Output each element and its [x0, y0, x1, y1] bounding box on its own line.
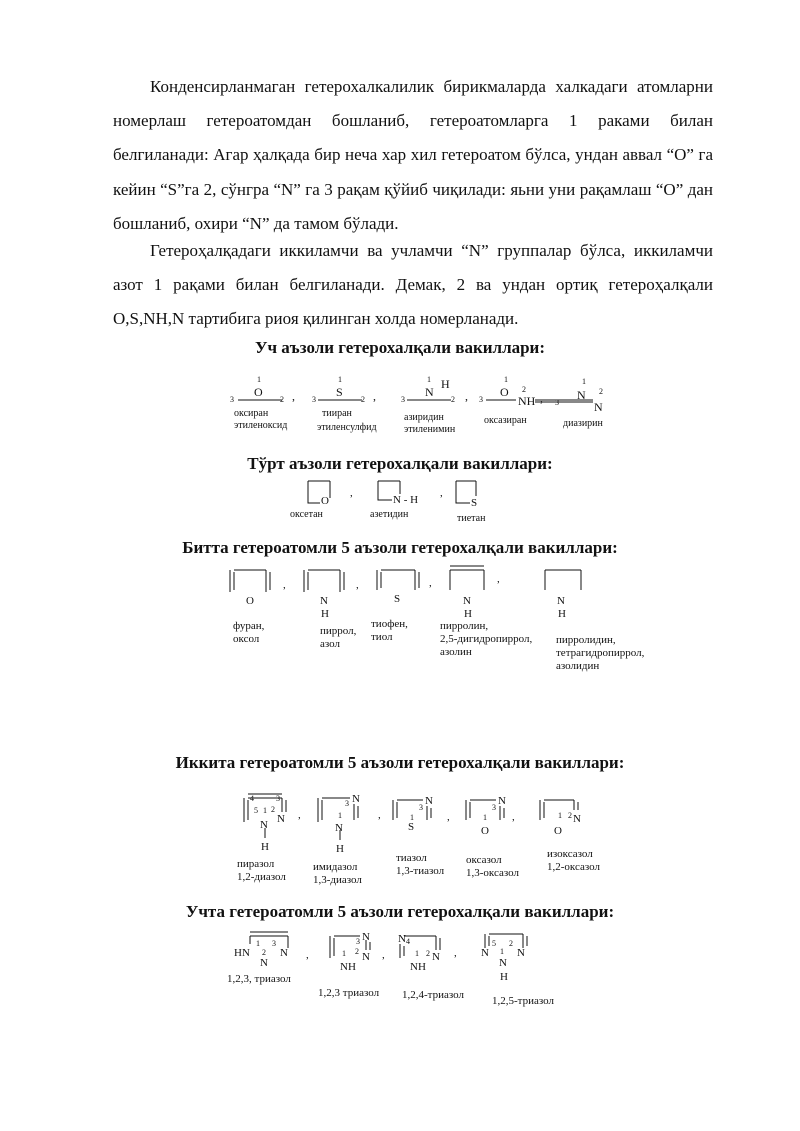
ring-number: 1 — [338, 375, 342, 384]
ring-number: 1 — [558, 811, 562, 820]
atom-h: H — [558, 608, 566, 620]
atom-n: N — [498, 795, 506, 807]
separator-comma: , — [512, 811, 515, 823]
ring-number: 2 — [509, 939, 513, 948]
atom-o: O — [500, 385, 509, 399]
ring-number: 2 — [451, 395, 455, 404]
ring-number: 4 — [406, 937, 410, 946]
atom-n: N — [499, 957, 507, 969]
heading-three-membered: Уч аъзоли гетерохалқали вакиллари: — [254, 338, 546, 357]
atom-o: O — [554, 825, 562, 837]
separator-comma: , — [373, 389, 376, 403]
five-membered-two-heteroatom-structures — [0, 788, 800, 858]
three-membered-structures — [0, 370, 800, 420]
atom-s: S — [336, 385, 343, 399]
compound-name: тиетан — [457, 513, 486, 524]
compound-name: оксазиран — [484, 415, 527, 426]
compound-name: оксиран этиленоксид — [234, 408, 288, 431]
atom-s: S — [394, 593, 401, 605]
atom-n: N — [594, 400, 603, 414]
compound-name: азетидин — [370, 509, 409, 520]
ring-number: 2 — [361, 395, 365, 404]
five-membered-one-heteroatom-structures — [0, 560, 800, 620]
atom-n: N — [280, 947, 288, 959]
atom-n: N — [260, 957, 268, 969]
separator-comma: , — [540, 391, 543, 405]
atom-n: N — [260, 819, 268, 831]
five-membered-three-heteroatom-structures — [0, 926, 800, 986]
atom-n: N — [432, 951, 440, 963]
intro-paragraph-1: Конденсирланмаган гетерохалкалилик бирикмаларда халкадаги атомларни номерлаш гетероатомдан бошланиб, гетероатомларга 1 раками билан белгиланади: Агар ҳалқада бир неча хар хил гетероатом бўлса, ундан аввал “О” га кейин “S”га 2, сўнгра “N” га 3 рақам қўйиб чиқилади: яьни уни рақамлаш “О” дан бошланиб, охири “N” да тамом бўлади. — [113, 77, 713, 233]
atom-o: O — [254, 385, 263, 399]
atom-s: S — [471, 497, 478, 509]
ring-number: 3 — [276, 794, 280, 803]
ring-number: 2 — [262, 948, 266, 957]
atom-nh: NH — [518, 394, 536, 408]
ring-number: 1 — [483, 813, 487, 822]
atom-n: N — [277, 813, 285, 825]
compound-name: изоксазол 1,2-оксазол — [547, 848, 601, 873]
ring-number: 2 — [599, 387, 603, 396]
ring-number: 3 — [492, 803, 496, 812]
ring-number: 3 — [356, 937, 360, 946]
ring-number: 1 — [410, 813, 414, 822]
heading-five-three-heteroatoms: Учта гетероатомли 5 аъзоли гетерохалқали вакиллари: — [185, 902, 615, 921]
atom-n: N — [425, 795, 433, 807]
separator-comma: , — [378, 809, 381, 821]
ring-number: 3 — [272, 939, 276, 948]
separator-comma: , — [429, 577, 432, 589]
atom-h: H — [336, 843, 344, 855]
ring-number: 3 — [345, 799, 349, 808]
atom-n: N — [362, 931, 370, 943]
compound-name: пиразол 1,2-диазол — [237, 858, 286, 883]
compound-name: пиррол, азол — [320, 625, 357, 650]
ring-number: 4 — [250, 794, 254, 803]
atom-n: N — [320, 595, 328, 607]
separator-comma: , — [356, 579, 359, 591]
compound-name: тиофен, тиол — [371, 618, 408, 643]
heading-five-two-heteroatoms: Иккита гетероатомли 5 аъзоли гетерохалқали вакиллари: — [175, 753, 625, 772]
separator-comma: , — [292, 389, 295, 403]
atom-n: N — [577, 388, 586, 402]
separator-comma: , — [350, 487, 353, 499]
separator-comma: , — [447, 811, 450, 823]
ring-number: 2 — [426, 949, 430, 958]
separator-comma: , — [440, 487, 443, 499]
atom-h: H — [261, 841, 269, 853]
atom-h: H — [321, 608, 329, 620]
atom-h: H — [464, 608, 472, 620]
ring-number: 3 — [401, 395, 405, 404]
atom-h: H — [441, 377, 450, 391]
separator-comma: , — [382, 949, 385, 961]
separator-comma: , — [465, 389, 468, 403]
compound-name: 1,2,4-триазол — [402, 989, 464, 1001]
compound-name: диазирин — [563, 418, 603, 429]
ring-number: 1 — [582, 377, 586, 386]
separator-comma: , — [497, 573, 500, 585]
ring-number: 1 — [338, 811, 342, 820]
atom-nh: N - H — [393, 494, 419, 506]
compound-name: этиленсулфид — [317, 422, 377, 433]
ring-number: 1 — [500, 947, 504, 956]
ring-number: 2 — [568, 811, 572, 820]
separator-comma: , — [283, 579, 286, 591]
ring-number: 2 — [522, 385, 526, 394]
compound-name: пирролидин, тетрагидропиррол, азолидин — [556, 634, 645, 672]
atom-n: N — [481, 947, 489, 959]
atom-nh: NH — [410, 961, 426, 973]
ring-number: 3 — [479, 395, 483, 404]
compound-name: тииран — [322, 408, 352, 419]
separator-comma: , — [306, 949, 309, 961]
atom-n: N — [573, 813, 581, 825]
atom-n: N — [352, 793, 360, 805]
atom-o: O — [481, 825, 489, 837]
atom-o: O — [321, 495, 329, 507]
compound-name: пирролин, 2,5-дигидропиррол, азолин — [440, 620, 533, 658]
compound-name: 1,2,3, триазол — [227, 973, 291, 985]
compound-name: азиридин этиленимин — [404, 412, 456, 435]
ring-number: 2 — [355, 947, 359, 956]
ring-number: 2 — [280, 395, 284, 404]
ring-number: 3 — [555, 398, 559, 407]
ring-number: 1 — [256, 939, 260, 948]
ring-number: 1 — [257, 375, 261, 384]
ring-number: 2 — [271, 805, 275, 814]
compound-name: имидазол 1,3-диазол — [313, 861, 362, 886]
compound-name: 1,2,5-триазол — [492, 995, 554, 1007]
atom-nh: NH — [340, 961, 356, 973]
atom-n: N — [517, 947, 525, 959]
ring-number: 1 — [415, 949, 419, 958]
separator-comma: , — [454, 947, 457, 959]
ring-number: 1 — [263, 806, 267, 815]
compound-name: 1,2,3 триазол — [318, 987, 380, 999]
atom-n: N — [463, 595, 471, 607]
atom-o: O — [246, 595, 254, 607]
compound-name: оксетан — [290, 509, 323, 520]
atom-n: N — [335, 822, 343, 834]
ring-number: 3 — [312, 395, 316, 404]
atom-n: N — [362, 951, 370, 963]
heading-four-membered: Тўрт аъзоли гетерохалқали вакиллари: — [247, 454, 553, 473]
compound-name: фуран, оксол — [233, 620, 265, 645]
atom-n: N — [557, 595, 565, 607]
atom-h: H — [500, 971, 508, 983]
ring-number: 5 — [492, 939, 496, 948]
atom-n: N — [398, 933, 406, 945]
atom-s: S — [408, 821, 415, 833]
atom-hn: HN — [234, 947, 250, 959]
intro-paragraph-2: Гетероҳалқадаги иккиламчи ва учламчи “N” группалар бўлса, иккиламчи азот 1 рақами билан белгиланади. Демак, 2 ва ундан ортиқ гетероҳалқали O,S,NH,N тартибига риоя қилинган холда номерланади. — [113, 241, 713, 329]
ring-number: 1 — [427, 375, 431, 384]
ring-number: 1 — [504, 375, 508, 384]
ring-number: 3 — [230, 395, 234, 404]
heading-five-one-heteroatom: Битта гетероатомли 5 аъзоли гетерохалқали вакиллари: — [182, 538, 618, 557]
ring-number: 1 — [342, 949, 346, 958]
ring-number: 3 — [419, 803, 423, 812]
atom-n: N — [425, 385, 434, 399]
compound-name: оксазол 1,3-оксазол — [466, 854, 520, 879]
ring-number: 5 — [254, 806, 258, 815]
compound-name: тиазол 1,3-тиазол — [396, 852, 445, 877]
separator-comma: , — [298, 809, 301, 821]
